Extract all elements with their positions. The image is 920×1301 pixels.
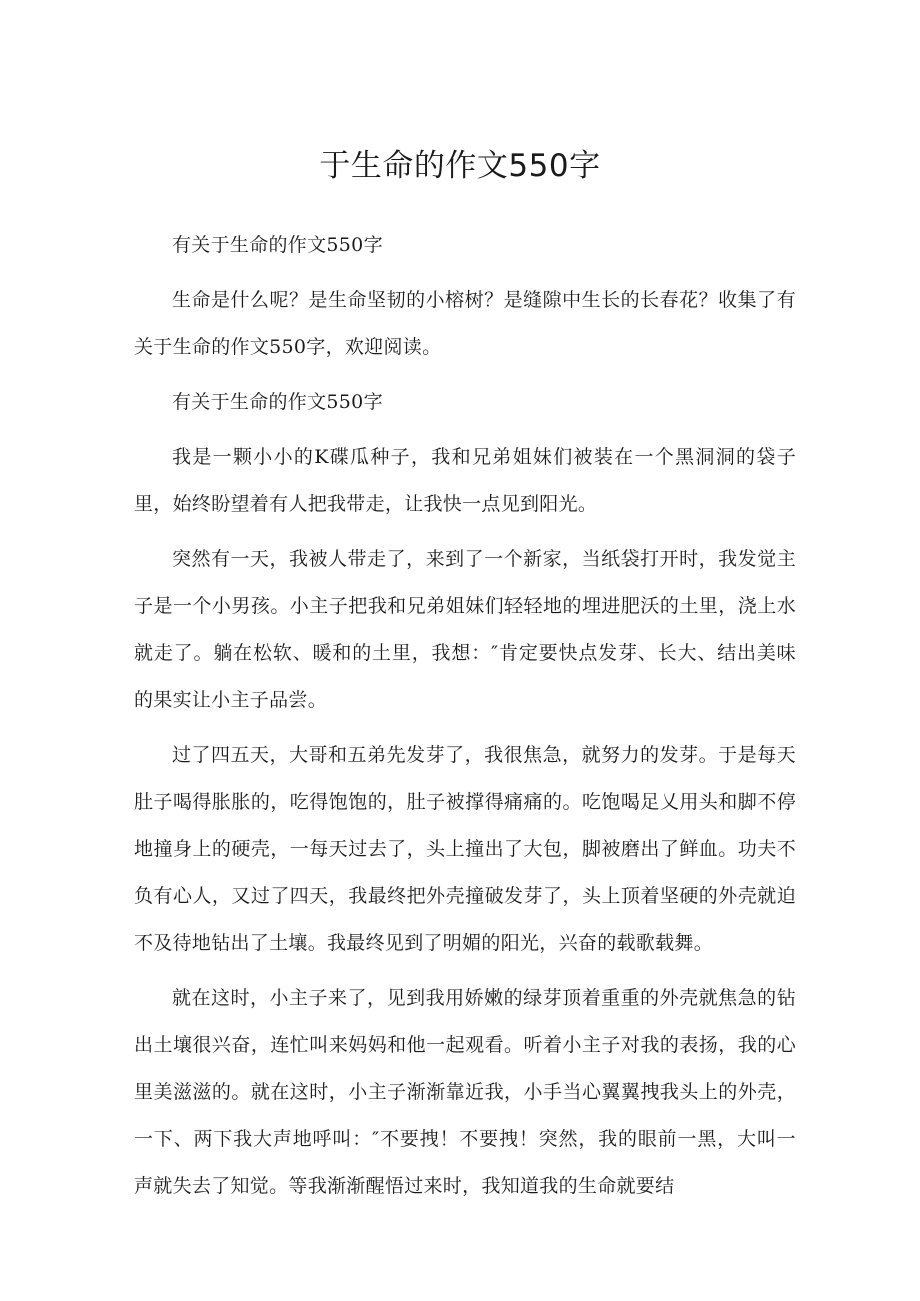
paragraph: 生命是什么呢？是生命坚韧的小榕树？是缝隙中生长的长春花？收集了有关于生命的作文550字，欢迎阅读。 <box>134 289 796 358</box>
paragraph: 有关于生命的作文550字 <box>172 391 383 413</box>
paragraph: 我是一颗小小的K碟瓜种子，我和兄弟姐妹们被装在一个黑洞洞的袋子里，始终盼望着有人把我带走，让我快一点见到阳光。 <box>134 446 796 515</box>
document-body <box>134 222 796 1218</box>
document-title: 于生命的作文550字 <box>319 148 601 184</box>
paragraph: 就在这时，小主子来了，见到我用娇嫩的绿芽顶着重重的外壳就焦急的钻出土壤很兴奋，连忙叫来妈妈和他一起观看。听着小主子对我的表扬，我的心里美滋滋的。就在这时，小主子渐渐靠近我，小手当心翼翼拽我头上的外壳，一下、两下我大声地呼叫：″不要拽！不要拽！突然，我的眼前一黑，大叫一声就失去了知觉。等我渐渐醒悟过来时，我知道我的生命就要结 <box>134 987 796 1197</box>
paragraph: 突然有一天，我被人带走了，来到了一个新家，当纸袋打开时，我发觉主子是一个小男孩。小主子把我和兄弟姐妹们轻轻地的埋进肥沃的土里，浇上水就走了。躺在松软、暖和的土里，我想：″肯定要快点发芽、长大、结出美味的果实让小主子品尝。 <box>134 548 796 711</box>
paragraph: 有关于生命的作文550字 <box>172 234 383 256</box>
paragraph: 过了四五天，大哥和五弟先发芽了，我很焦急，就努力的发芽。于是每天肚子喝得胀胀的，吃得饱饱的，肚子被撑得痛痛的。吃饱喝足乂用头和脚不停地撞身上的硬壳，一每天过去了，头上撞出了大包，脚被磨出了鲜血。功夫不负有心人，又过了四天，我最终把外壳撞破发芽了，头上顶着坚硬的外壳就迫不及待地钻出了土壤。我最终见到了明媚的阳光，兴奋的载歌载舞。 <box>134 744 796 954</box>
